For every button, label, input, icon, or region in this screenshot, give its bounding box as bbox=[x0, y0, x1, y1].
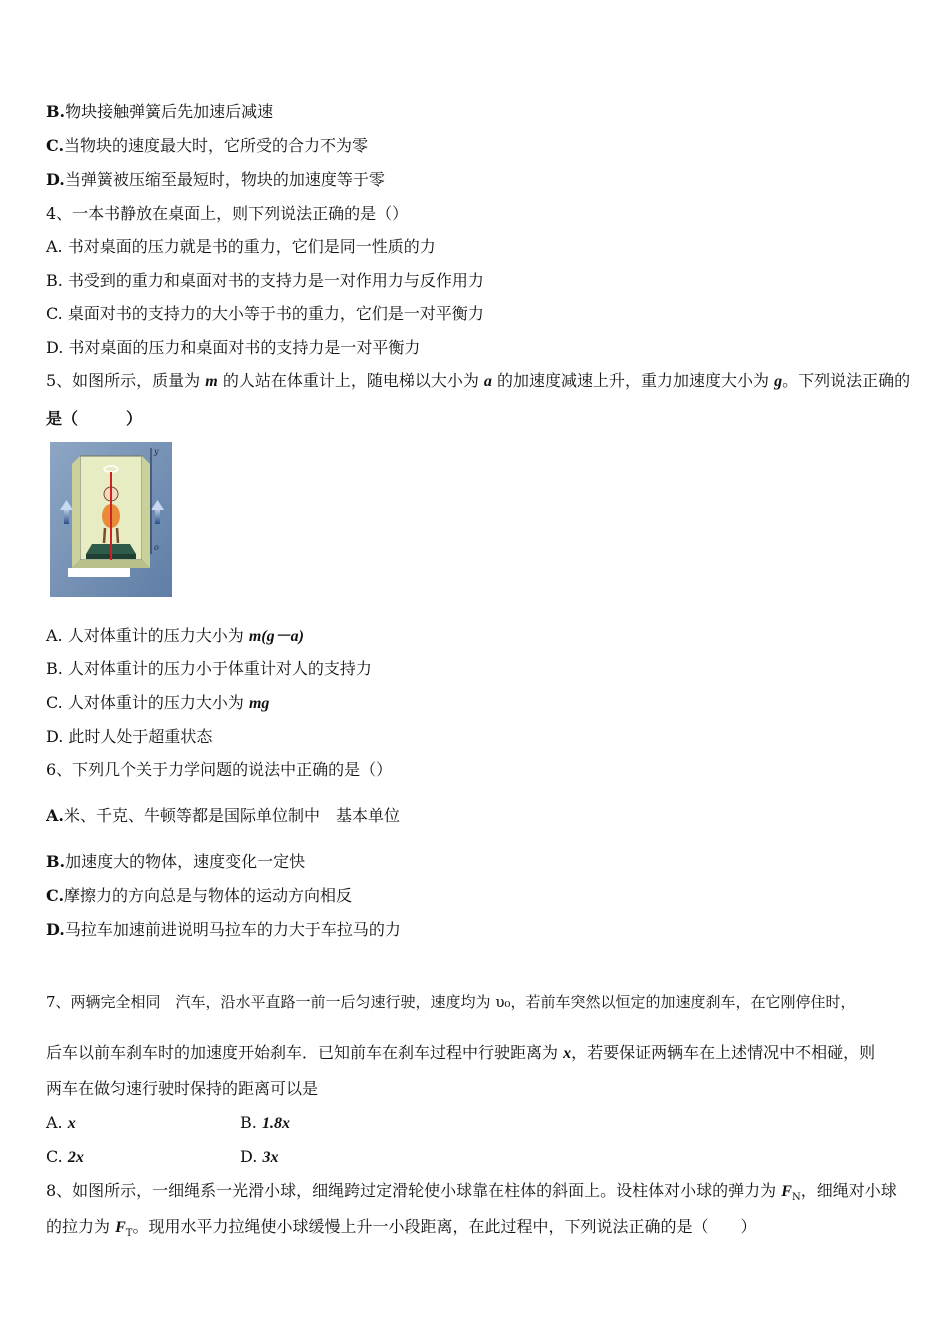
normal-force-subscript: N bbox=[791, 1192, 801, 1204]
cabin-left-wall bbox=[72, 456, 80, 568]
q8-stem-line2 bbox=[46, 1217, 756, 1244]
acceleration-symbol: a bbox=[483, 373, 492, 390]
q5-stem-text: 的加速度减速上升，重力加速度大小为 bbox=[491, 371, 775, 390]
mass-symbol: m bbox=[205, 373, 218, 390]
option-text: 摩擦力的方向总是与物体的运动方向相反 bbox=[64, 886, 353, 905]
q5-option-d: D. 此时人处于超重状态 bbox=[46, 727, 213, 746]
q5-stem-line1 bbox=[46, 371, 910, 392]
q5-stem-line2: 是（ ） bbox=[46, 409, 143, 428]
elevator-illustration bbox=[50, 442, 172, 597]
q5-stem-text: 。下列说法正确的 bbox=[782, 371, 911, 390]
option-value: x bbox=[67, 1115, 76, 1132]
q5-option-a bbox=[46, 626, 304, 647]
q4-option-c: C. 桌面对书的支持力的大小等于书的重力，它们是一对平衡力 bbox=[46, 304, 484, 323]
q7-stem-text: ，若要保证两辆车在上述情况中不相碰，则 bbox=[571, 1043, 876, 1062]
q3-option-b bbox=[46, 102, 273, 122]
option-key: B. bbox=[240, 1113, 262, 1132]
option-key: C. bbox=[46, 136, 65, 155]
option-key: D. bbox=[46, 170, 65, 189]
option-key: C. bbox=[46, 1147, 68, 1166]
q5-option-b: B. 人对体重计的压力小于体重计对人的支持力 bbox=[46, 659, 372, 678]
tension-symbol: F bbox=[115, 1219, 126, 1236]
q7-option-d bbox=[240, 1147, 278, 1168]
q8-stem-line1 bbox=[46, 1181, 897, 1208]
option-key: D. bbox=[240, 1147, 263, 1166]
tension-subscript: T bbox=[125, 1228, 133, 1240]
option-key: A. bbox=[46, 806, 64, 825]
option-key: C. bbox=[46, 886, 65, 905]
option-value: 1.8x bbox=[261, 1115, 290, 1132]
q7-stem-line2 bbox=[46, 1043, 875, 1064]
q8-stem-text: 。现用水平力拉绳使小球缓慢上升一小段距离，在此过程中，下列说法正确的是（ ） bbox=[132, 1217, 757, 1236]
q6-option-d bbox=[46, 920, 401, 940]
person-leg-right bbox=[117, 528, 118, 543]
option-key: B. bbox=[46, 102, 66, 121]
q8-stem-text: 8、如图所示，一细绳系一光滑小球，细绳跨过定滑轮使小球靠在柱体的斜面上。设柱体对小球的弹力为 bbox=[46, 1181, 782, 1200]
option-expression: m(g－a) bbox=[248, 628, 304, 645]
q7-stem-text: 后车以前车刹车时的加速度开始刹车．已知前车在刹车过程中行驶距离为 bbox=[46, 1043, 564, 1062]
gravity-symbol: g bbox=[774, 373, 783, 390]
q7-stem-line1: 7、两辆完全相同 汽车，沿水平直路一前一后匀速行驶，速度均为 υ₀，若前车突然以恒定的加速度刹车，在它刚停住时， bbox=[46, 993, 856, 1011]
option-text: 马拉车加速前进说明马拉车的力大于车拉马的力 bbox=[64, 920, 401, 939]
option-text: A. 人对体重计的压力大小为 bbox=[46, 626, 249, 645]
option-text: 物块接触弹簧后先加速后减速 bbox=[65, 102, 274, 121]
q6-stem: 6、下列几个关于力学问题的说法中正确的是（） bbox=[46, 760, 393, 779]
normal-force-symbol: F bbox=[781, 1183, 792, 1200]
q6-option-a bbox=[46, 806, 400, 826]
distance-symbol: x bbox=[563, 1045, 572, 1062]
q4-option-b: B. 书受到的重力和桌面对书的支持力是一对作用力与反作用力 bbox=[46, 271, 484, 290]
q5-option-c bbox=[46, 693, 269, 714]
option-text: 米、千克、牛顿等都是国际单位制中 基本单位 bbox=[63, 806, 400, 825]
q4-stem: 4、一本书静放在桌面上，则下列说法正确的是（） bbox=[46, 204, 409, 223]
cabin-right-wall bbox=[142, 456, 150, 568]
q7-stem-line3: 两车在做匀速行驶时保持的距离可以是 bbox=[46, 1079, 319, 1098]
q4-option-d: D. 书对桌面的压力和桌面对书的支持力是一对平衡力 bbox=[46, 338, 421, 357]
q3-option-d bbox=[46, 170, 385, 190]
q7-option-c bbox=[46, 1147, 84, 1168]
q6-option-c bbox=[46, 886, 352, 906]
option-text: C. 人对体重计的压力大小为 bbox=[46, 693, 249, 712]
label-strip bbox=[68, 568, 130, 577]
option-expression: mg bbox=[248, 695, 270, 712]
elevator-figure bbox=[50, 442, 172, 597]
q8-stem-text: ，细绳对小球 bbox=[800, 1181, 897, 1200]
option-text: 加速度大的物体，速度变化一定快 bbox=[65, 852, 306, 871]
option-key: D. bbox=[46, 920, 65, 939]
q6-option-b bbox=[46, 852, 305, 872]
y-axis-label: y bbox=[154, 447, 159, 456]
option-key: A. bbox=[46, 1113, 68, 1132]
q7-option-b bbox=[240, 1113, 290, 1134]
option-value: 2x bbox=[67, 1149, 84, 1166]
option-value: 3x bbox=[262, 1149, 279, 1166]
person-leg-left bbox=[104, 528, 105, 543]
up-arrow-left-shaft bbox=[64, 508, 69, 524]
q5-stem-text: 5、如图所示，质量为 bbox=[46, 371, 206, 390]
q3-option-c bbox=[46, 136, 368, 156]
origin-label: o bbox=[154, 543, 159, 552]
q8-stem-text: 的拉力为 bbox=[46, 1217, 116, 1236]
q5-stem-text: 的人站在体重计上，随电梯以大小为 bbox=[217, 371, 484, 390]
q4-option-a: A. 书对桌面的压力就是书的重力，它们是同一性质的力 bbox=[46, 237, 436, 256]
option-key: B. bbox=[46, 852, 66, 871]
option-text: 当弹簧被压缩至最短时，物块的加速度等于零 bbox=[64, 170, 385, 189]
up-arrow-right-shaft bbox=[155, 508, 160, 524]
cabin-floor bbox=[72, 560, 150, 568]
q7-option-a bbox=[46, 1113, 76, 1134]
option-text: 当物块的速度最大时，它所受的合力不为零 bbox=[64, 136, 369, 155]
